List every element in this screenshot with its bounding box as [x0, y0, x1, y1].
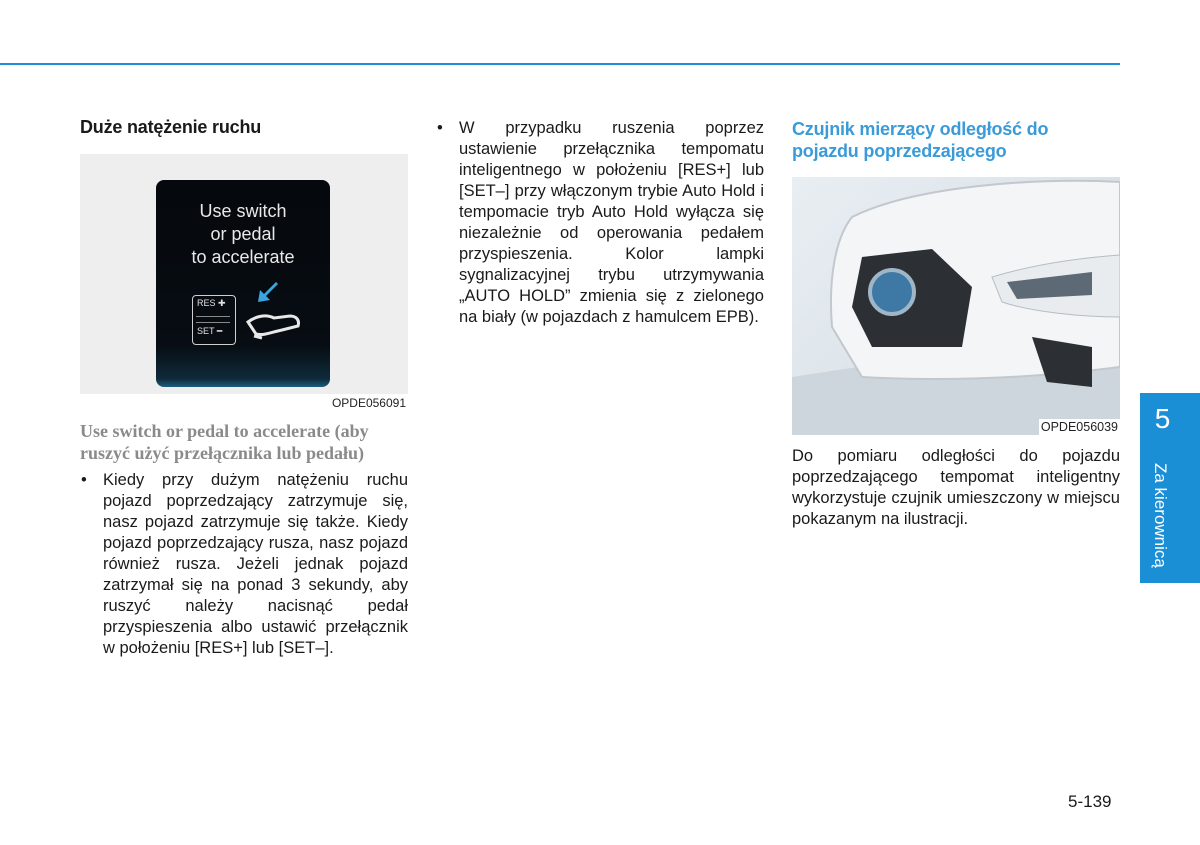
top-rule: [0, 63, 1120, 65]
car-illustration: [792, 177, 1120, 435]
bullet-dot: •: [437, 119, 443, 137]
bullet-text: W przypadku ruszenia poprzez ustawienie przełącznika tempomatu inteligentnego w położeniu [RES+] lub [SET–] przy włączonym trybie Auto Hold i tempomacie tryb Auto Hold wyłącza się niezależnie od operowania pedałem przyspieszenia. Kolor lampki sygnalizacyjnej trybu utrzymywania „AUTO HOLD” zmienia się z zielonego na biały (w pojazdach z hamulcem EPB).: [459, 119, 764, 326]
res-set-switch-icon: RES ✚ SET ━: [192, 295, 236, 345]
switch-res-label: RES: [197, 298, 216, 308]
pedal-icon: [242, 278, 312, 348]
figure-code: OPDE056039: [1040, 420, 1118, 434]
message-line-1: Use switch: [199, 201, 287, 221]
chapter-number: 5: [1154, 403, 1171, 434]
section-title: Duże natężenie ruchu: [80, 117, 262, 137]
figure-caption: Use switch or pedal to accelerate (aby ruszyć użyć przełącznika lub pedału): [80, 421, 369, 463]
message-line-2: or pedal: [210, 224, 276, 244]
list-item: [81, 470, 408, 659]
list-item: [437, 118, 764, 328]
body-paragraph: Do pomiaru odległości do pojazdu poprzedzającego tempomat inteligentny wykorzystuje czujnik umieszczony w miejscu pokazanym na ilustracji.: [792, 447, 1120, 528]
message-line-3: to accelerate: [191, 247, 295, 267]
chapter-tab: [1140, 393, 1200, 583]
bullet-dot: •: [81, 471, 87, 489]
figure-code: OPDE056091: [331, 396, 406, 410]
switch-set-label: SET: [197, 326, 215, 336]
page-number: 5-139: [1068, 792, 1112, 811]
car-front-figure: [792, 177, 1120, 435]
chapter-label: Za kierownicą: [1151, 463, 1170, 568]
dashboard-figure: [80, 154, 408, 410]
cluster-message: [156, 200, 330, 269]
cluster-display: [156, 180, 330, 387]
section-title: Czujnik mierzący odległość do pojazdu poprzedzającego: [792, 119, 1049, 161]
bullet-text: Kiedy przy dużym natężeniu ruchu pojazd poprzedzający zatrzymuje się, nasz pojazd zatrzymuje się także. Kiedy pojazd poprzedzający rusza, nasz pojazd również rusza. Jeżeli jednak pojazd zatrzymał się na ponad 3 sekundy, aby ruszyć należy nacisnąć pedał przyspieszenia albo ustawić przełącznik w położeniu [RES+] lub [SET–].: [103, 471, 408, 657]
